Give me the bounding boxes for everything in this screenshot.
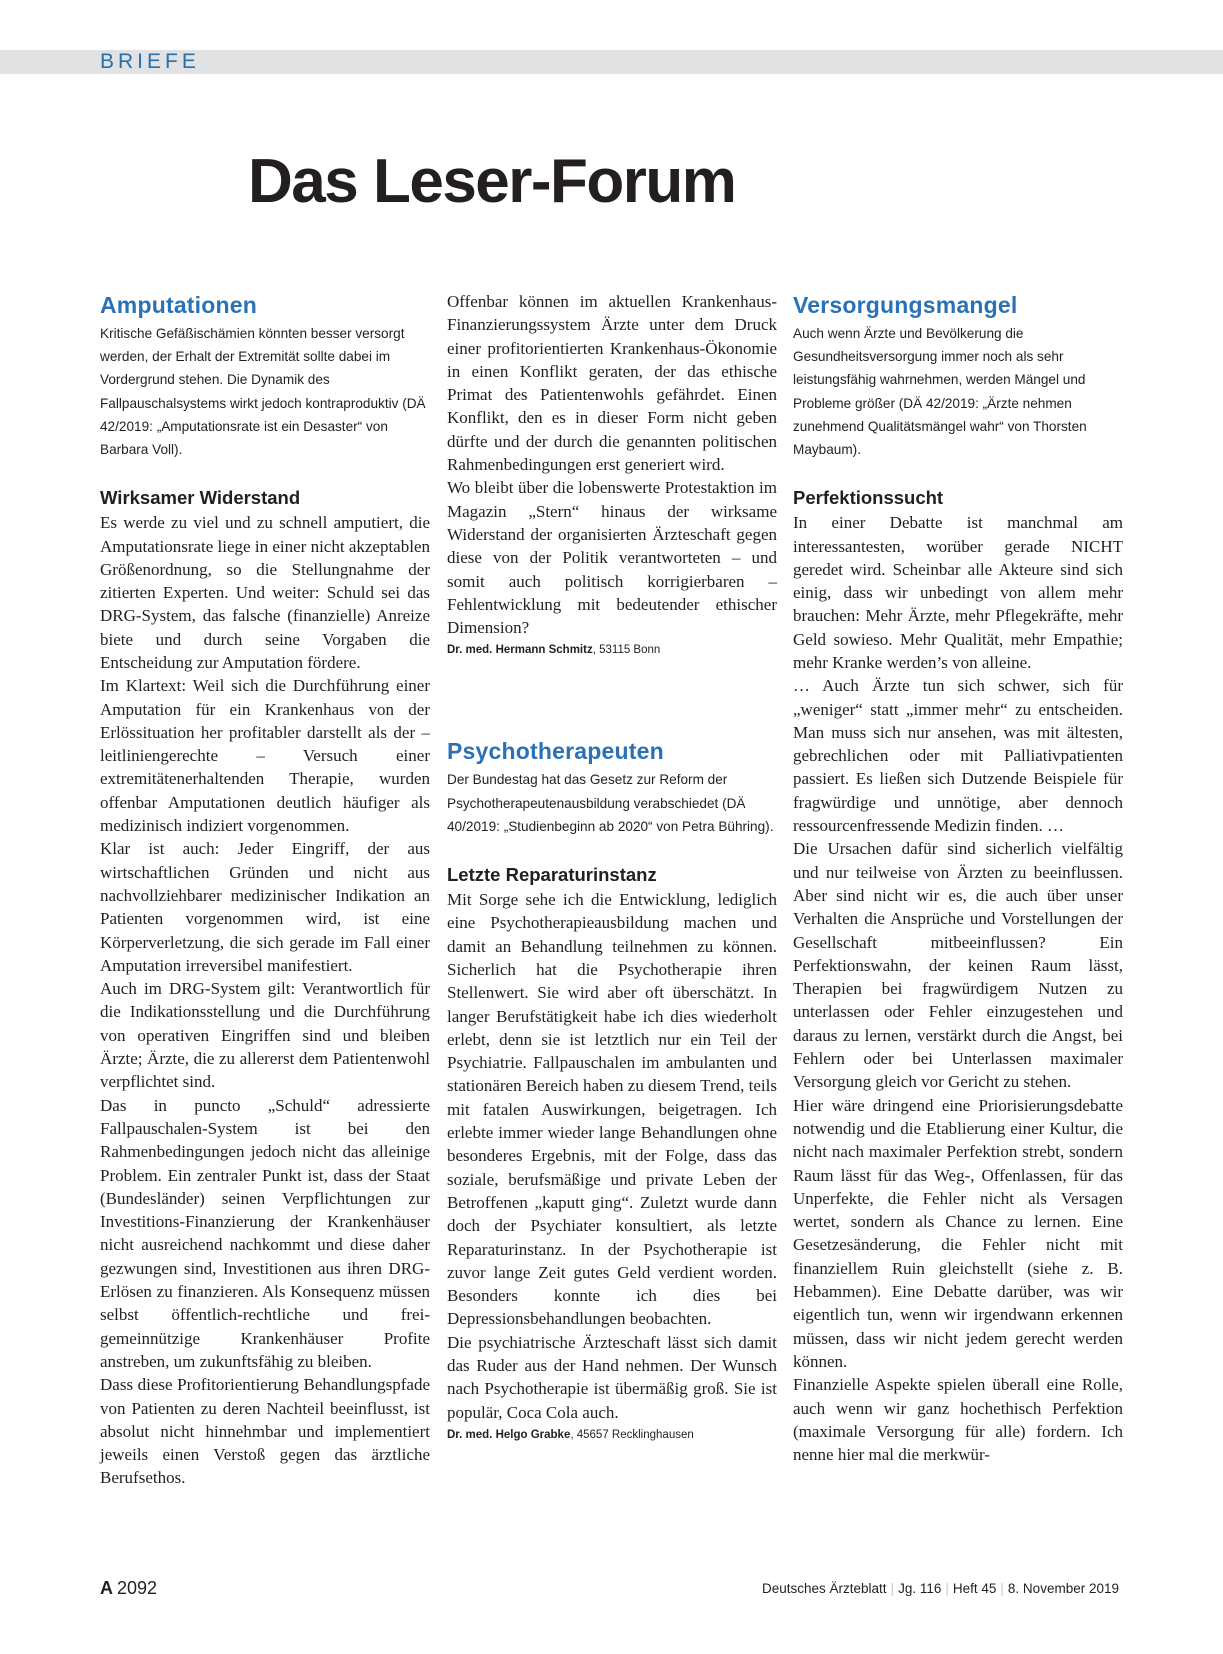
signature-name: Dr. med. Hermann Schmitz [447,644,593,657]
journal-volume: Jg. 116 [898,1581,942,1596]
page-title: Das Leser-Forum [248,147,736,216]
spacer [447,660,777,736]
footer-separator: | [945,1581,949,1596]
letter-paragraph: Klar ist auch: Jeder Eingriff, der aus wirtschaftlichen Gründen und nicht aus nachvollziehbarer medizinischer Indikation an Patienten vorgenommen wird, ist eine Körperverletzung, die sich gerade im Fall einer Amputation irreversibel manifestiert. [100,839,430,975]
letter-title-letzte-reparaturinstanz: Letzte Reparaturinstanz [447,864,657,886]
signature-location: , 53115 Bonn [592,644,661,657]
column-1 [100,290,430,1490]
journal-name: Deutsches Ärzteblatt [761,1581,887,1596]
letter-paragraph: Im Klartext: Weil sich die Durchführung einer Amputation für ein Krankenhaus von der Erlössituation her profitabler darstellt als der – leitliniengerechte – Versuch einer extremitätenerhaltenden Therapie, wurden offenbar Amputationen deutlich häufiger als medizinisch indiziert vorgenommen. [100,676,430,836]
letter-title-perfektionssucht: Perfektionssucht [793,487,944,509]
letter-paragraph: Wo bleibt über die lobenswerte Protestaktion im Magazin „Stern“ hinaus der wirksame Widerstand der organisierten Ärzteschaft gegen diese von der Politik verantworteten – und somit auch politisch korrigierbaren – Fehlentwicklung mit bedeutender ethischer Dimension? [447,478,777,638]
letter-paragraph: Die Ursachen dafür sind sicherlich vielfältig und nur teilweise von Ärzten zu beeinflussen. Aber sind nicht wir es, die auch über unser Verhalten die Ansprüche und Vorstellungen der Gesellschaft mitbeeinflussen? Ein Perfektionswahn, der keinen Raum lässt, Therapien bei fragwürdigem Nutzen zu unterlassen oder Fehler einzugestehen und daraus zu lernen, verstärkt durch die Angst, bei Fehlern oder bei Unterlassen maximaler Versorgung gleich vor Gericht zu stehen. [793,839,1123,1092]
page-number [100,1578,157,1599]
column-3 [793,290,1123,1466]
letter-paragraph: Mit Sorge sehe ich die Entwicklung, lediglich eine Psychotherapieausbildung machen und damit an Behandlung teilnehmen zu können. Sicherlich hat die Psychotherapie ihren Stellenwert. Sie wird aber oft überschätzt. In langer Berufstätigkeit habe ich dies wiederholt erlebt, denn sie ist letztlich nur ein Teil der Psychiatrie. Fallpauschalen im ambulanten und stationären Bereich haben zu diesem Trend, teils mit fatalen Auswirkungen, beigetragen. Ich erlebte immer wieder lange Behandlungen ohne besonderes Ergebnis, mit der Folge, dass das soziale, berufsmäßige und private Leben der Betroffenen „kaputt ging“. Zuletzt wurde dann doch der Psychiater konsultiert, als letzte Reparaturinstanz. In der Psychotherapie ist zuvor lange Zeit gutes Geld verdient worden. Besonders konnte ich dies bei Depressionsbehandlungen beobachten. [447,890,777,1329]
letter-paragraph: Das in puncto „Schuld“ adressierte Fallpauschalen-System ist bei den Rahmenbedingungen jedoch nicht das alleinige Problem. Ein zentraler Punkt ist, dass der Staat (Bundesländer) seinen Verpflichtungen zur Investitions-Finanzierung der Krankenhäuser nicht ausreichend nachkommt und diese daher gezwungen sind, Investitionen aus ihren DRG-Erlösen zu finanzieren. Als Konsequenz müssen selbst öffentlich-rechtliche und frei-gemeinnützige Krankenhäuser Profite anstreben, um zukunftsfähig zu bleiben. [100,1095,430,1371]
topic-heading-versorgungsmangel: Versorgungsmangel [793,292,1018,318]
letter-signature [447,1425,777,1445]
topic-heading-psychotherapeuten: Psychotherapeuten [447,738,664,765]
footer-separator: | [1000,1581,1004,1596]
footer-separator: | [890,1581,895,1596]
journal-footer [762,1581,1119,1596]
page-number-value: 2092 [117,1578,158,1598]
teaser-amputationen: Kritische Gefäßischämien könnten besser versorgt werden, der Erhalt der Extremität sollte dabei im Vordergrund stehen. Die Dynamik des Fallpauschalsystems wirkt jedoch kontraproduktiv (DÄ 42/2019: „Amputationsrate ist ein Desaster“ von Barbara Voll). [100,326,426,458]
teaser-versorgungsmangel: Auch wenn Ärzte und Bevölkerung die Gesundheitsversorgung immer noch als sehr leistungsfähig wahrnehmen, werden Mängel und Probleme größer (DÄ 42/2019: „Ärzte nehmen zunehmend Qualitätsmängel wahr“ von Thorsten Maybaum). [793,326,1087,458]
letter-paragraph: Offenbar können im aktuellen Krankenhaus-Finanzierungssystem Ärzte unter dem Druck einer profitorientierten Krankenhaus-Ökonomie in einen Konflikt geraten, der das ethische Primat des Patientenwohls gefährdet. Einen Konflikt, den es in dieser Form nicht geben dürfte und der durch die genannten politischen Rahmenbedingungen erst generiert wird. [447,292,777,475]
section-label: BRIEFE [100,50,200,73]
letter-paragraph: Es werde zu viel und zu schnell amputiert, die Amputationsrate liege in einer nicht akzeptablen Größenordnung, so die Stellungnahme der zitierten Experten. Und weiter: Schuld sei das DRG-System, das falsche (finanzielle) Anreize biete und durch seine Vorgaben die Entscheidung zur Amputation fördere. [100,513,430,672]
topic-heading-amputationen: Amputationen [100,292,257,318]
journal-issue: Heft 45 [952,1581,997,1596]
letter-paragraph: Hier wäre dringend eine Priorisierungsdebatte notwendig und die Etablierung einer Kultur, die nicht nach maximaler Perfektion strebt, sondern Raum lässt für das Weg-, Offenlassen, für das Unperfekte, die Fehler nicht als Versagen wertet, sondern als Chance zu lernen. Eine Gesetzesänderung, die Fehler nicht mit finanziellem Ruin gleichstellt (siehe z. B. Hebammen). Eine Debatte darüber, was wir eigentlich tun, wenn wir irgendwann erkennen müssen, dass wir nicht jedem gerecht werden können. [793,1095,1123,1371]
letter-title-wirksamer-widerstand: Wirksamer Widerstand [100,487,301,509]
journal-date: 8. November 2019 [1007,1581,1119,1596]
page-prefix: A [100,1578,113,1598]
letter-signature [447,640,777,660]
letter-paragraph: … Auch Ärzte tun sich schwer, sich für „weniger“ statt „immer mehr“ zu entscheiden. Man muss sich nur ansehen, was mit ältesten, gebrechlichen oder mit Palliativpatienten passiert. Es ließen sich Dutzende Beispiele für fragwürdige und unnötige, aber dennoch ressourcenfressende Medizin finden. … [793,676,1123,836]
column-2 [447,290,777,1445]
letter-paragraph: Finanzielle Aspekte spielen überall eine Rolle, auch wenn wir ganz hochethisch Perfektion (maximale Versorgung für alle) fordern. Ich nenne hier mal die merkwür- [793,1375,1123,1465]
letter-paragraph: Auch im DRG-System gilt: Verantwortlich für die Indikationsstellung und die Durchführung von operativen Eingriffen sind und bleiben Ärzte; Ärzte, die zu allererst dem Patientenwohl verpflichtet sind. [100,979,430,1092]
teaser-psychotherapeuten: Der Bundestag hat das Gesetz zur Reform der Psychotherapeutenausbildung verabschiedet (DÄ 40/2019: „Studienbeginn ab 2020“ von Petra Bühring). [447,772,774,834]
signature-location: , 45657 Recklinghausen [570,1428,694,1441]
letter-paragraph: Dass diese Profitorientierung Behandlungspfade von Patienten zu deren Nachteil beeinflusst, ist absolut nicht hinnehmbar und implementiert jeweils einen Verstoß gegen das ärztliche Berufsethos. [100,1375,430,1488]
letter-paragraph: Die psychiatrische Ärzteschaft lässt sich damit das Ruder aus der Hand nehmen. Der Wunsch nach Psychotherapie ist übermäßig groß. Sie ist populär, Coca Cola auch. [447,1332,777,1422]
letter-paragraph: In einer Debatte ist manchmal am interessantesten, worüber gerade NICHT geredet wird. Scheinbar alle Akteure sind sich einig, dass wir unbedingt von allem mehr brauchen: Mehr Ärzte, mehr Pflegekräfte, mehr Geld sowieso. Mehr Qualität, mehr Empathie; mehr Kranke werden’s von alleine. [793,513,1123,672]
signature-name: Dr. med. Helgo Grabke [447,1428,571,1441]
